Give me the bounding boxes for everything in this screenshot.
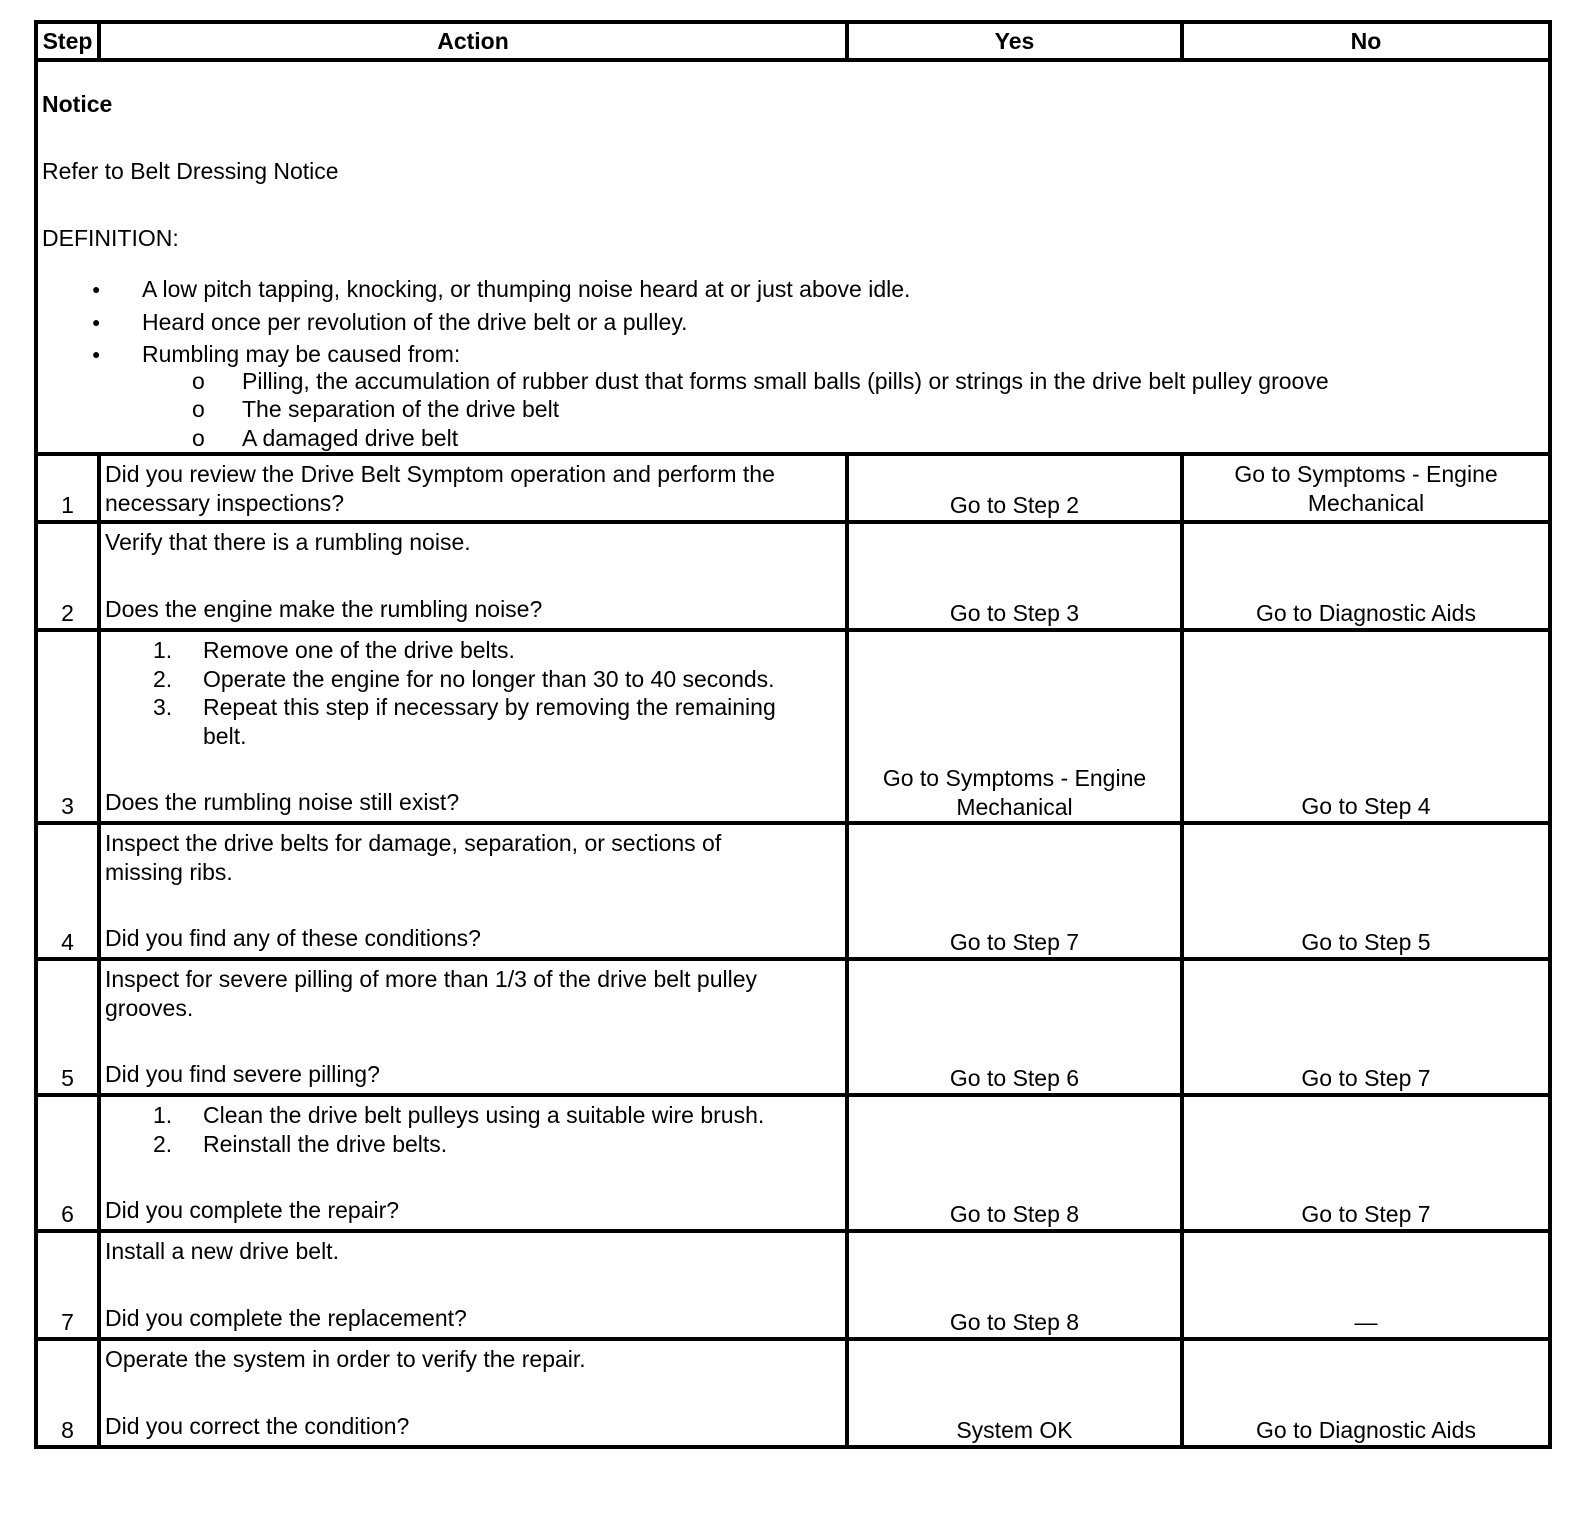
list-item: ● Heard once per revolution of the drive belt or a pulley. (142, 306, 1544, 339)
procedure-list (105, 1101, 841, 1158)
list-item-label: Rumbling may be caused from: (142, 341, 461, 367)
table-row (36, 522, 1550, 630)
action-cell (99, 959, 847, 1095)
yes-text: Go to Symptoms - Engine (882, 765, 1147, 791)
yes-cell: Go to Step 2 (847, 454, 1182, 522)
no-cell: Go to Diagnostic Aids (1182, 1339, 1550, 1447)
no-cell: — (1182, 1231, 1550, 1339)
notice-row (36, 60, 1550, 454)
yes-cell: Go to Step 3 (847, 522, 1182, 630)
step-number: 2 (36, 522, 99, 630)
header-step: Step (36, 22, 99, 60)
definition-label: DEFINITION: (42, 225, 179, 251)
header-row (36, 22, 1550, 60)
list-item: 1. Clean the drive belt pulleys using a suitable wire brush. (153, 1102, 765, 1128)
no-text: Go to Symptoms - Engine (1234, 461, 1498, 487)
step-number: 3 (36, 630, 99, 823)
action-cell (99, 1095, 847, 1231)
yes-text: Mechanical (956, 793, 1073, 820)
table-row (36, 823, 1550, 959)
action-text: Inspect for severe pilling of more than 1/3 of the drive belt pulley (105, 966, 758, 992)
action-question: Did you correct the condition? (105, 1412, 410, 1439)
notice-title: Notice (42, 91, 113, 117)
header-no: No (1182, 22, 1550, 60)
yes-cell: System OK (847, 1339, 1182, 1447)
action-text: Did you review the Drive Belt Symptom operation and perform the (105, 461, 775, 487)
list-item: ● A low pitch tapping, knocking, or thumping noise heard at or just above idle. (142, 273, 1544, 306)
list-item: 2. Operate the engine for no longer than 30 to 40 seconds. (153, 665, 775, 692)
yes-cell: Go to Step 8 (847, 1095, 1182, 1231)
action-cell (99, 522, 847, 630)
step-number: 5 (36, 959, 99, 1095)
header-action: Action (99, 22, 847, 60)
action-cell (99, 1231, 847, 1339)
action-question: Does the rumbling noise still exist? (105, 789, 460, 815)
action-cell (99, 1339, 847, 1447)
notice-refer: Refer to Belt Dressing Notice (42, 158, 339, 184)
list-item: o The separation of the drive belt (242, 395, 1544, 424)
action-question: Did you find any of these conditions? (105, 925, 481, 951)
procedure-list (105, 636, 841, 750)
table-row (36, 630, 1550, 823)
action-cell (99, 630, 847, 823)
action-question: Did you complete the repair? (105, 1197, 400, 1223)
cause-list (142, 367, 1544, 453)
table-row (36, 1339, 1550, 1447)
table-row (36, 454, 1550, 522)
step-number: 4 (36, 823, 99, 959)
yes-cell (847, 630, 1182, 823)
action-cell (99, 454, 847, 522)
table-row (36, 1231, 1550, 1339)
list-item: o Pilling, the accumulation of rubber dust that forms small balls (pills) or strings in the drive belt pulley groove (242, 367, 1544, 396)
action-text: necessary inspections? (105, 489, 345, 516)
action-text: missing ribs. (105, 858, 233, 885)
yes-cell: Go to Step 7 (847, 823, 1182, 959)
yes-cell: Go to Step 8 (847, 1231, 1182, 1339)
step-number: 6 (36, 1095, 99, 1231)
no-text: Mechanical (1307, 489, 1425, 516)
list-item (142, 338, 1544, 452)
action-text: Verify that there is a rumbling noise. (105, 529, 471, 555)
step-number: 8 (36, 1339, 99, 1447)
action-text: Operate the system in order to verify the repair. (105, 1346, 586, 1372)
diagnostic-table (34, 20, 1552, 1449)
no-cell: Go to Step 7 (1182, 959, 1550, 1095)
list-item: 2. Reinstall the drive belts. (153, 1130, 448, 1157)
list-item-continuation: belt. (203, 722, 247, 749)
action-text: grooves. (105, 994, 194, 1021)
action-question: Did you complete the replacement? (105, 1304, 467, 1331)
no-cell: Go to Diagnostic Aids (1182, 522, 1550, 630)
list-item: o A damaged drive belt (242, 424, 1544, 453)
table-row (36, 959, 1550, 1095)
action-cell (99, 823, 847, 959)
notice-cell (36, 60, 1550, 454)
action-question: Did you find severe pilling? (105, 1061, 380, 1087)
no-cell: Go to Step 7 (1182, 1095, 1550, 1231)
step-number: 7 (36, 1231, 99, 1339)
no-cell: Go to Step 4 (1182, 630, 1550, 823)
no-cell: Go to Step 5 (1182, 823, 1550, 959)
list-item: 1. Remove one of the drive belts. (153, 637, 515, 663)
action-text: Inspect the drive belts for damage, separation, or sections of (105, 830, 722, 856)
no-cell (1182, 454, 1550, 522)
step-number: 1 (36, 454, 99, 522)
header-yes: Yes (847, 22, 1182, 60)
table-row (36, 1095, 1550, 1231)
definition-list (42, 273, 1544, 452)
list-item: 3. Repeat this step if necessary by removing the remaining (153, 694, 776, 720)
action-question: Does the engine make the rumbling noise? (105, 595, 543, 622)
action-text: Install a new drive belt. (105, 1238, 339, 1264)
yes-cell: Go to Step 6 (847, 959, 1182, 1095)
